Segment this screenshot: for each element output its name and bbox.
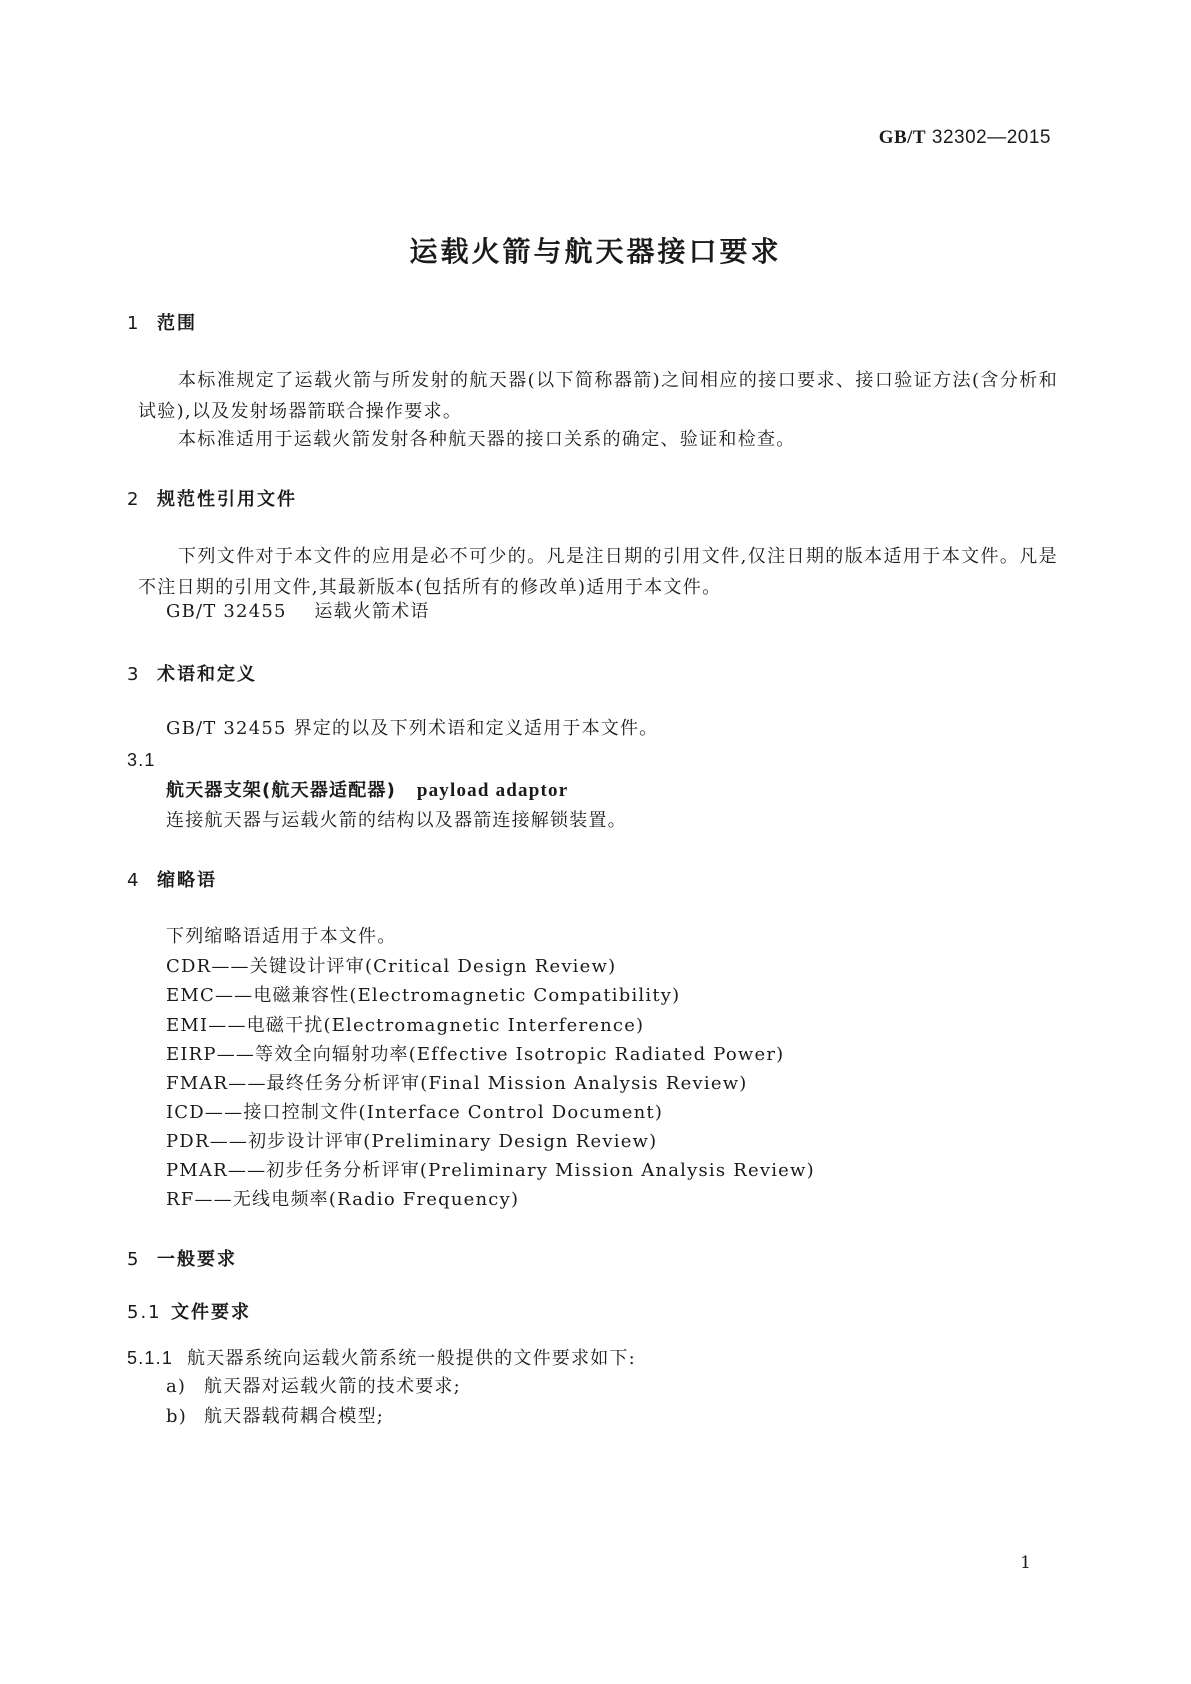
list-item: b) 航天器载荷耦合模型; [166, 1406, 385, 1427]
abbreviation-item: EIRP——等效全向辐射功率(Effective Isotropic Radiated Power) [166, 1044, 785, 1065]
normative-reference: GB/T 32455 运载火箭术语 [166, 601, 430, 622]
abbreviation-item: EMI——电磁干扰(Electromagnetic Interference) [166, 1015, 645, 1036]
abbreviation-item: FMAR——最终任务分析评审(Final Mission Analysis Review) [166, 1073, 748, 1094]
abbreviation-item: CDR——关键设计评审(Critical Design Review) [166, 956, 617, 977]
section-2-heading: 2 规范性引用文件 [127, 489, 297, 510]
abbreviation-item: ICD——接口控制文件(Interface Control Document) [166, 1102, 664, 1123]
abbreviation-item: RF——无线电频率(Radio Frequency) [166, 1189, 520, 1210]
list-item: a) 航天器对运载火箭的技术要求; [166, 1376, 461, 1397]
section-1-paragraph-1: 本标准规定了运载火箭与所发射的航天器(以下简称器箭)之间相应的接口要求、接口验证方法(含分析和试验),以及发射场器箭联合操作要求。 [138, 370, 1058, 422]
section-5-heading: 5 一般要求 [127, 1249, 237, 1270]
standard-code: GB/T 32302—2015 [878, 127, 1051, 148]
clause-5-1-1: 5.1.1 航天器系统向运载火箭系统一般提供的文件要求如下: [127, 1348, 636, 1369]
section-3-heading: 3 术语和定义 [127, 664, 257, 685]
abbreviation-item: EMC——电磁兼容性(Electromagnetic Compatibility) [166, 985, 681, 1006]
section-1-heading: 1 范围 [127, 313, 197, 334]
page-number: 1 [1020, 1553, 1031, 1573]
term-3-1-number: 3.1 [127, 750, 156, 770]
document-title: 运载火箭与航天器接口要求 [409, 235, 782, 268]
term-3-1-definition: 连接航天器与运载火箭的结构以及器箭连接解锁装置。 [166, 810, 627, 831]
section-5-1-heading: 5.1 文件要求 [127, 1302, 251, 1323]
section-4-heading: 4 缩略语 [127, 870, 217, 891]
abbreviation-item: PDR——初步设计评审(Preliminary Design Review) [166, 1131, 658, 1152]
abbreviation-item: PMAR——初步任务分析评审(Preliminary Mission Analysis Review) [166, 1160, 815, 1181]
section-3-paragraph-1: GB/T 32455 界定的以及下列术语和定义适用于本文件。 [166, 718, 659, 739]
term-3-1-term: 航天器支架(航天器适配器) payload adaptor [166, 780, 569, 801]
section-4-intro: 下列缩略语适用于本文件。 [166, 926, 397, 947]
section-1-paragraph-2: 本标准适用于运载火箭发射各种航天器的接口关系的确定、验证和检查。 [178, 429, 796, 450]
section-2-paragraph-1: 下列文件对于本文件的应用是必不可少的。凡是注日期的引用文件,仅注日期的版本适用于本文件。凡是不注日期的引用文件,其最新版本(包括所有的修改单)适用于本文件。 [138, 546, 1058, 598]
